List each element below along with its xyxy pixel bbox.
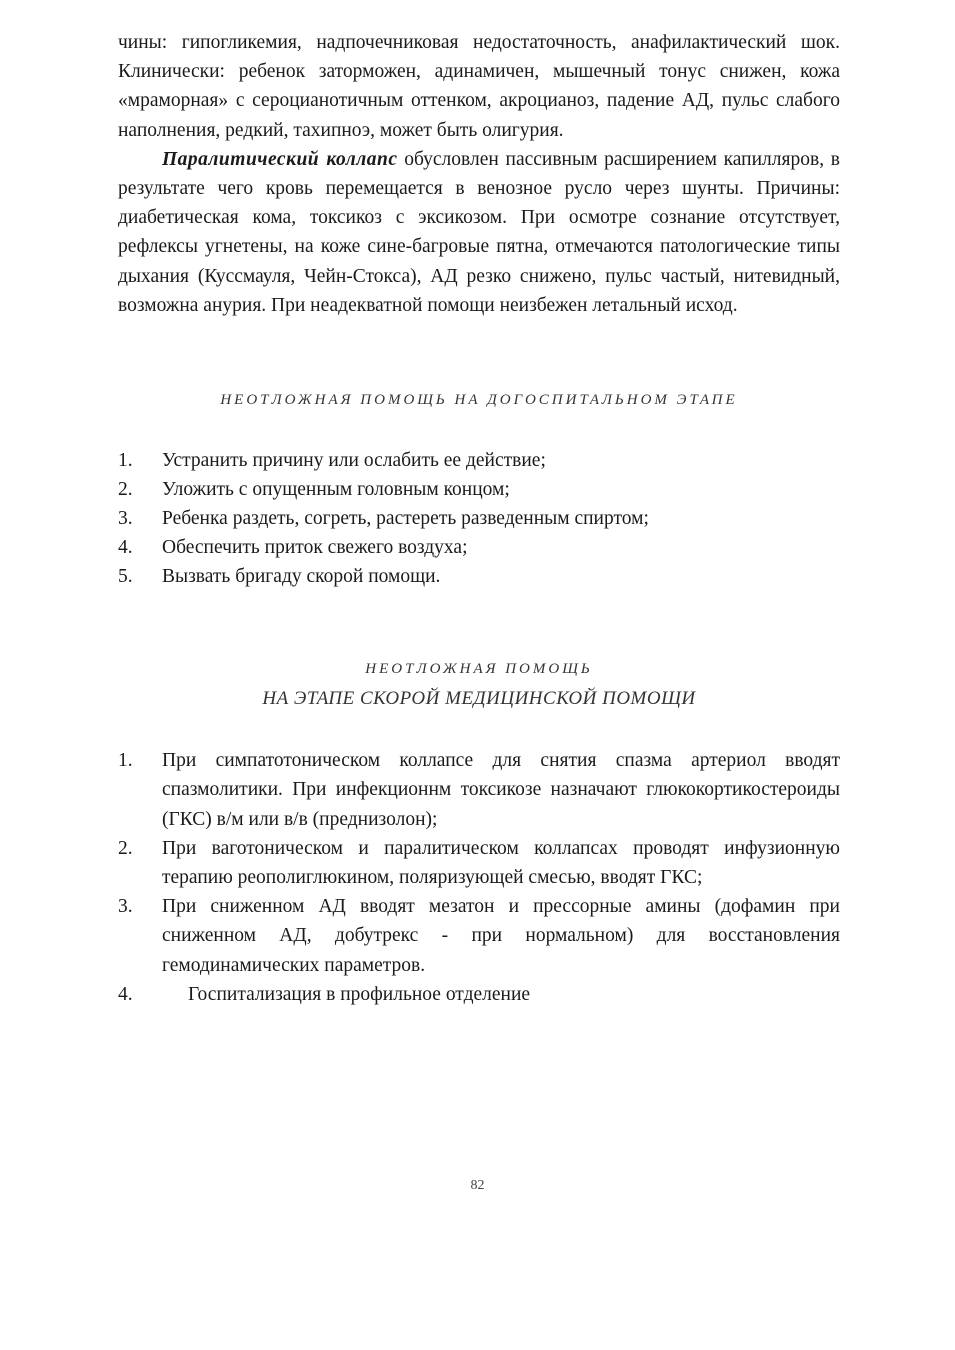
list-item-number: 1. <box>118 750 133 772</box>
list-item-number: 2. <box>118 837 133 859</box>
ambulance-steps-list <box>118 746 840 1009</box>
page-body <box>118 28 840 1009</box>
list-item-text: Вызвать бригаду скорой помощи. <box>162 566 441 588</box>
prehospital-steps-list <box>118 446 840 591</box>
list-item-text: Обеспечить приток свежего воздуха; <box>162 537 468 559</box>
list-item <box>118 892 840 980</box>
list-item-number: 3. <box>118 508 133 530</box>
list-item-number: 4. <box>118 983 133 1005</box>
list-item <box>118 746 840 834</box>
list-item-text: Ребенка раздеть, согреть, растереть разведенным спиртом; <box>162 508 649 530</box>
list-item-number: 2. <box>118 479 133 501</box>
list-item-number: 1. <box>118 450 133 472</box>
page-number: 82 <box>470 1178 485 1193</box>
list-item <box>118 504 840 533</box>
paralytic-collapse-term: Паралитический коллапс <box>162 148 398 170</box>
list-item-number: 3. <box>118 896 133 918</box>
section-heading-line-2: НА ЭТАПЕ СКОРОЙ МЕДИЦИНСКОЙ ПОМОЩИ <box>262 688 696 710</box>
list-item-number: 4. <box>118 537 133 559</box>
list-item-number: 5. <box>118 566 133 588</box>
paragraph-2-text: обусловлен пассивным расширением капилляров, в результате чего кровь перемещается в венозное русло через шунты. Причины: диабетическая кома, токсикоз с эксикозом. При осмотре сознание отсутствует, рефлексы угнетены, на коже сине-багровые пятна, отмечаются патологические типы дыхания (Куссмауля, Чейн-Стокса), АД резко снижено, пульс частый, нитевидный, возможна анурия. При неадекватной помощи неизбежен летальный исход. <box>118 148 840 316</box>
list-item-text: Госпитализация в профильное отделение <box>188 983 531 1005</box>
list-item-text: При ваготоническом и паралитическом коллапсах проводят инфузионную терапию реополиглюкином, поляризующей смесью, вводят ГКС; <box>162 837 840 889</box>
list-item-text: При симпатотоническом коллапсе для снятия спазма артериол вводят спазмолитики. При инфекционнм токсикозе назначают глюкокортикостероиды (ГКС) в/м или в/в (преднизолон); <box>162 750 840 830</box>
list-item <box>118 562 840 591</box>
list-item <box>118 446 840 475</box>
list-item <box>118 475 840 504</box>
paragraph-2 <box>118 145 840 320</box>
list-item-text: Уложить с опущенным головным концом; <box>162 479 510 501</box>
list-item <box>118 980 840 1009</box>
section-heading-line-1: НЕОТЛОЖНАЯ ПОМОЩЬ <box>365 661 593 678</box>
paragraph-1: чины: гипогликемия, надпочечниковая недостаточность, анафилактический шок. Клинически: ребенок заторможен, адинамичен, мышечный тонус снижен, кожа «мраморная» с сероцианотичным оттенком, акроцианоз, падение АД, пульс слабого наполнения, редкий, тахипноэ, может быть олигурия. <box>118 32 840 141</box>
list-item-text: При сниженном АД вводят мезатон и прессорные амины (дофамин при сниженном АД, добутрекс - при нормальном) для восстановления гемодинамических параметров. <box>162 896 840 976</box>
section-heading-prehospital: НЕОТЛОЖНАЯ ПОМОЩЬ НА ДОГОСПИТАЛЬНОМ ЭТАПЕ <box>220 392 738 409</box>
section-heading-ambulance <box>118 655 840 713</box>
list-item <box>118 533 840 562</box>
list-item-text: Устранить причину или ослабить ее действие; <box>162 450 546 472</box>
list-item <box>118 834 840 892</box>
